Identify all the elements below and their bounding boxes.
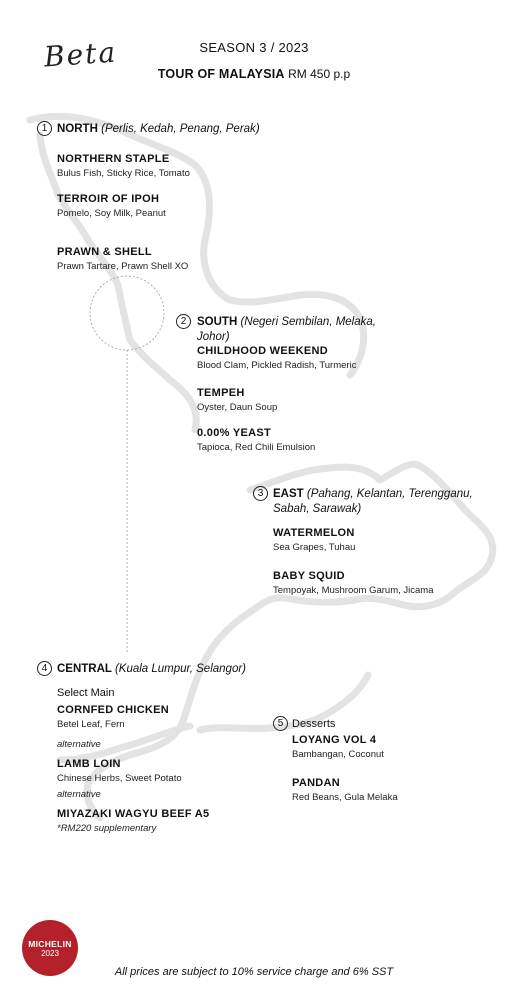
south-heading: SOUTH (Negeri Sembilan, Melaka, Johor) — [197, 316, 376, 343]
footer-note: All prices are subject to 10% service charge and 6% SST — [114, 966, 394, 978]
south-areas-line2: Johor — [197, 331, 226, 343]
michelin-label: MICHELIN — [28, 938, 72, 949]
east-number-badge: 3 — [253, 486, 268, 501]
dish-description: Betel Leaf, Fern — [57, 719, 125, 730]
east-areas-line2: Sabah, Sarawak — [273, 503, 358, 515]
dish-description: Oyster, Daun Soup — [197, 402, 278, 413]
dish-description: Chinese Herbs, Sweet Potato — [57, 773, 182, 784]
dish-description: Bulus Fish, Sticky Rice, Tomato — [57, 168, 190, 179]
north-dish-1 — [57, 153, 190, 179]
dish-name: 0.00% YEAST — [197, 427, 272, 439]
north-number-badge: 1 — [37, 121, 52, 136]
central-dish-2 — [57, 758, 182, 784]
tour-title — [0, 67, 508, 81]
central-dish-1 — [57, 704, 169, 730]
south-dish-2 — [197, 387, 277, 413]
beta-logo: Beta — [42, 35, 119, 74]
east-dish-2 — [273, 570, 434, 596]
south-title: SOUTH — [197, 316, 238, 328]
dish-description: Blood Clam, Pickled Radish, Turmeric — [197, 360, 357, 371]
south-dish-3 — [197, 427, 315, 453]
season-label: SEASON 3 / 2023 — [199, 40, 309, 55]
dish-name: TEMPEH — [197, 387, 245, 399]
east-title: EAST — [273, 488, 304, 500]
north-areas: Perlis, Kedah, Penang, Perak — [104, 123, 256, 135]
dish-description: Tempoyak, Mushroom Garum, Jicama — [273, 585, 434, 596]
select-main-label: Select Main — [57, 687, 115, 699]
desserts-dish-1 — [292, 734, 384, 760]
north-dish-3 — [57, 246, 188, 272]
dish-name: CORNFED CHICKEN — [57, 704, 170, 716]
dish-name: PANDAN — [292, 777, 341, 789]
east-heading: EAST (Pahang, Kelantan, Terengganu, Sabah, Sarawak) — [273, 488, 473, 515]
dish-description: Pomelo, Soy Milk, Peanut — [57, 208, 166, 219]
alternative-label: alternative — [57, 739, 101, 750]
tour-name: TOUR OF MALAYSIA — [157, 67, 285, 81]
dish-description: Bambangan, Coconut — [292, 749, 384, 760]
dish-name: TERROIR OF IPOH — [57, 193, 160, 205]
central-dish-3 — [57, 808, 209, 834]
alternative-label: alternative — [57, 789, 101, 800]
central-number-badge: 4 — [37, 661, 52, 676]
desserts-number-badge: 5 — [273, 716, 288, 731]
south-dish-1 — [197, 345, 356, 371]
east-areas-line1: Pahang, Kelantan, Terengganu, — [310, 488, 473, 500]
michelin-year: 2023 — [41, 948, 59, 958]
tour-price: RM 450 p.p — [288, 67, 351, 81]
dish-description: Prawn Tartare, Prawn Shell XO — [57, 261, 189, 272]
south-number-badge: 2 — [176, 314, 191, 329]
dish-description: Tapioca, Red Chili Emulsion — [197, 442, 316, 453]
dish-name: CHILDHOOD WEEKEND — [197, 345, 328, 357]
south-areas-line1: Negeri Sembilan, Melaka, — [244, 316, 376, 328]
dish-description: Red Beans, Gula Melaka — [292, 792, 398, 803]
north-dish-2 — [57, 193, 166, 219]
dish-name: NORTHERN STAPLE — [57, 153, 170, 165]
dish-name: PRAWN & SHELL — [57, 246, 152, 258]
dish-name: LAMB LOIN — [57, 758, 121, 770]
north-title: NORTH — [57, 123, 98, 135]
central-areas: Kuala Lumpur, Selangor — [118, 663, 243, 675]
east-dish-1 — [273, 527, 355, 553]
dish-description: Sea Grapes, Tuhau — [273, 542, 356, 553]
dish-name: BABY SQUID — [273, 570, 345, 582]
desserts-title: Desserts — [292, 718, 336, 730]
dish-name: WATERMELON — [273, 527, 355, 539]
central-heading: CENTRAL (Kuala Lumpur, Selangor) — [57, 663, 247, 675]
dish-name: LOYANG VOL 4 — [292, 734, 377, 746]
central-title: CENTRAL — [57, 663, 112, 675]
desserts-dish-2 — [292, 777, 398, 803]
dish-description: *RM220 supplementary — [57, 823, 157, 834]
dish-name: MIYAZAKI WAGYU BEEF A5 — [57, 808, 210, 820]
north-heading: NORTH (Perlis, Kedah, Penang, Perak) — [57, 123, 260, 135]
